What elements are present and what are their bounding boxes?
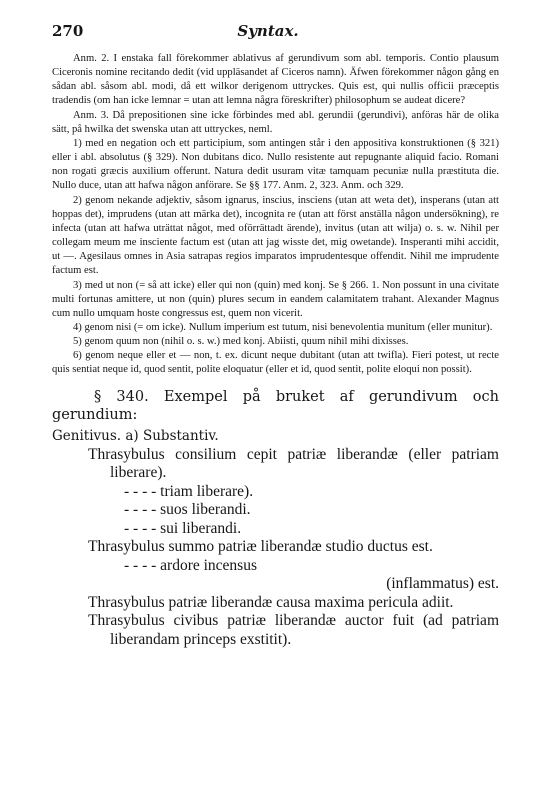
section-title: Exempel på bruket af gerundivum och gerundium: bbox=[52, 388, 499, 423]
running-title: Syntax. bbox=[237, 22, 299, 40]
example-line: - - - - ardore incensus bbox=[124, 556, 257, 574]
example-line: - - - - suos liberandi. bbox=[124, 501, 251, 519]
paragraph-item-5: 5) genom quum non (nihil o. s. w.) med konj. Abiisti, quum nihil mihi dixisses. bbox=[73, 336, 409, 348]
example-line: (inflammatus) est. bbox=[386, 575, 499, 593]
page-header bbox=[0, 20, 536, 42]
paragraph-item-1: 1) med en negation och ett participium, som antingen står i den appositiva konstruktionen (§ 321) eller i abl. absolutus (§ 329). Non dubitans dico. Nullo resistente aut repugnante aliquid facio. Romani non rogati græcis auxilium offerunt. Natura dedit usuram vitæ tamquam pecuniæ nulla præstituta die. Nullo duce, utan att hafwa någon anförare. Se §§ 177. Anm. 2, 323. Anm. och 329. bbox=[52, 137, 499, 192]
paragraph-item-2: 2) genom nekande adjektiv, såsom ignarus, inscius, insciens (utan att weta det), insperans (utan att hoppas det), imprudens (utan att märka det), incognita re (utan att först anställa någon undersökning), re infecta (utan att hafwa uträttat något, med oförrättadt ärende), invitus (utan att wilja) o. s. w. Nihil per collegam meum me insciente factum est (utan att jag wisste det, mig owetande). Insperanti mihi accidit, ut —. Agesilaus omnes in Asia satrapas regios imparatos imprudentesque offendit. Nihil me imprudente factum est. bbox=[52, 194, 499, 277]
paragraph-anm-3: Anm. 3. Då prepositionen sine icke förbindes med abl. gerundii (gerundivi), anföras här de olika sätt, på hwilka det swenska utan att uttryckes, neml. bbox=[52, 109, 499, 135]
example-line: Thrasybulus consilium cepit patriæ liberandæ (eller patriam liberare). bbox=[88, 445, 499, 482]
example-line: - - - - sui liberandi. bbox=[124, 519, 242, 537]
section-heading bbox=[52, 388, 499, 424]
text-body bbox=[52, 52, 499, 649]
subsection-heading bbox=[52, 427, 499, 446]
section-number: § 340. bbox=[94, 388, 149, 405]
page-number: 270 bbox=[52, 22, 84, 40]
subsection-label: a) Substantiv. bbox=[125, 427, 219, 444]
example-line: Thrasybulus summo patriæ liberandæ studio ductus est. bbox=[88, 538, 433, 556]
paragraph-item-4: 4) genom nisi (= om icke). Nullum imperium est tutum, nisi benevolentia munitum (eller munitur). bbox=[73, 321, 493, 333]
subsection-case: Genitivus. bbox=[52, 427, 122, 444]
example-line: - - - - triam liberare). bbox=[124, 482, 254, 500]
paragraph-item-3: 3) med ut non (= så att icke) eller qui non (quin) med konj. Se § 266. 1. Non possunt in una civitate multi fortunas amittere, ut non (quin) plures secum in eandem calamitatem trahant. Alexander Magnus cum nullo umquam hoste congressus est, quem non vicerit. bbox=[52, 279, 499, 319]
paragraph-item-6: 6) genom neque eller et — non, t. ex. dicunt neque dubitant (utan att twifla). Fieri potest, ut recte quis sentiat neque id, quod sentit, polite eloquatur (eller et id, quod sentit, polite eloqui non possit). bbox=[52, 350, 499, 376]
example-line: Thrasybulus civibus patriæ liberandæ auctor fuit (ad patriam liberandam princeps exstitit). bbox=[88, 612, 499, 648]
paragraph-anm-2: Anm. 2. I enstaka fall förekommer ablativus af gerundivum som abl. temporis. Contio plausum Ciceronis nomine recitando dedit (vid uppläsandet af Ciceros namn). Äfwen förekommer någon gång en sådan abl. såsom abl. modi, då ett wilkor derigenom uttryckes. Quis est, qui nullis officii præceptis tradendis (om han icke lemnar = utan att lemna några föreskrifter) philosophum se audeat dicere? bbox=[52, 53, 499, 107]
example-line: Thrasybulus patriæ liberandæ causa maxima pericula adiit. bbox=[88, 593, 454, 611]
